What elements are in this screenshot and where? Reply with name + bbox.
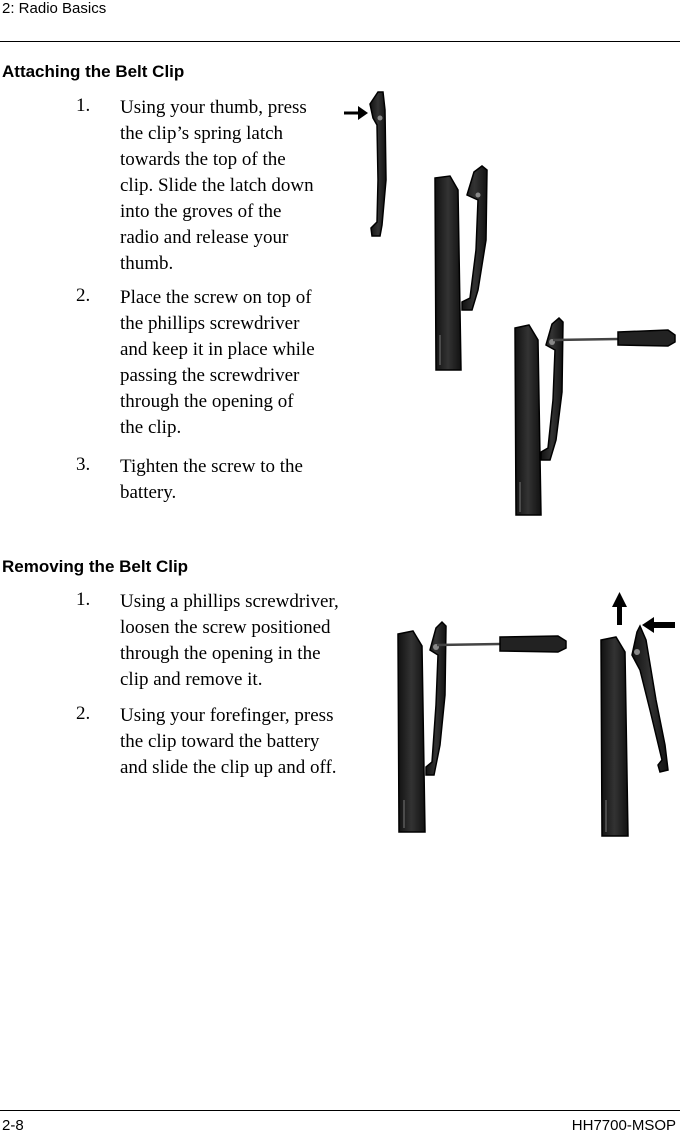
page-number: 2-8 — [2, 1117, 24, 1134]
section-title-removing: Removing the Belt Clip — [2, 557, 189, 576]
attach-step-3: Tighten the screw to the battery. — [120, 456, 303, 503]
attach-step-1: Using your thumb, press the clip’s spring latch towards the top of the clip. Slide the latch down into the groves of the radio and release your thumb. — [120, 97, 314, 274]
step-number: 3. — [76, 454, 91, 475]
radio-with-clip-illustration — [435, 166, 487, 370]
screwdriver-icon — [500, 636, 566, 652]
footer-rule — [0, 1110, 680, 1111]
left-arrow-icon — [642, 617, 675, 633]
running-header: 2: Radio Basics — [2, 0, 107, 17]
attach-step-2: Place the screw on top of the phillips screwdriver and keep it in place while passing the screwdriver through the opening of the clip. — [120, 287, 315, 438]
up-arrow-icon — [612, 592, 627, 625]
step-number: 1. — [76, 589, 91, 610]
document-id: HH7700-MSOP — [571, 1117, 676, 1134]
step-number: 2. — [76, 285, 91, 306]
screwdriver-icon — [618, 330, 675, 346]
screwdriver-remove-illustration — [398, 622, 566, 832]
clip-latch-illustration — [344, 92, 386, 236]
remove-step-1: Using a phillips screwdriver, loosen the screw positioned through the opening in the clip and remove it. — [120, 591, 339, 690]
right-arrow-icon — [344, 106, 368, 120]
section-title-attaching: Attaching the Belt Clip — [2, 62, 185, 81]
remove-step-2: Using your forefinger, press the clip toward the battery and slide the clip up and off. — [120, 705, 337, 778]
clip-slide-off-illustration — [601, 592, 675, 836]
step-number: 2. — [76, 703, 91, 724]
screwdriver-attach-illustration — [515, 318, 675, 515]
step-number: 1. — [76, 95, 91, 116]
